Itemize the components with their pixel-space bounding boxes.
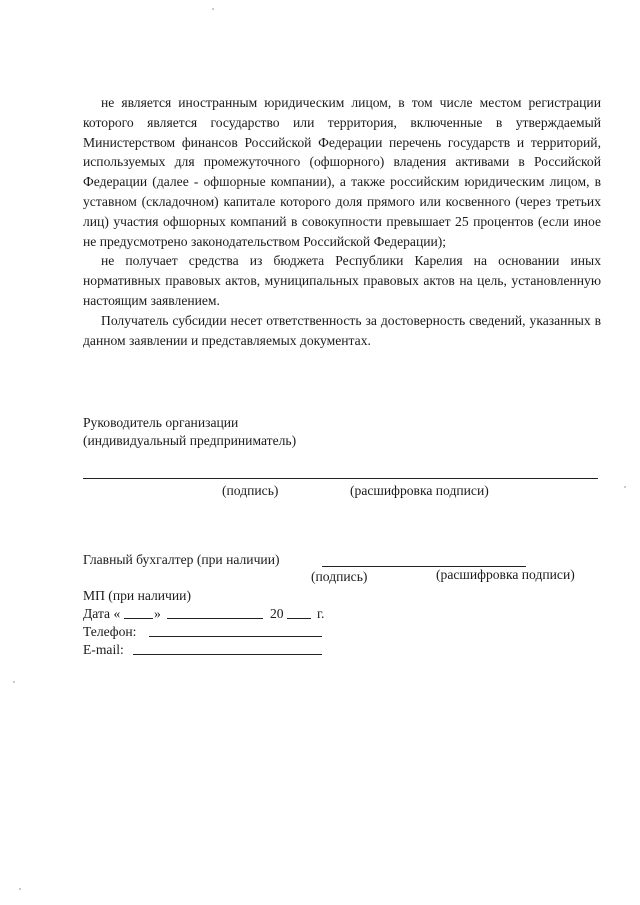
accountant-label: Главный бухгалтер (при наличии) <box>83 552 280 567</box>
accountant-decoding-caption: (расшифровка подписи) <box>436 567 575 582</box>
head-title: Руководитель организации <box>83 415 239 430</box>
head-signature-caption: (подпись) <box>222 483 279 498</box>
accountant-signature-caption: (подпись) <box>311 569 368 584</box>
scan-speck <box>13 681 15 683</box>
date-year: 20 <box>270 606 284 621</box>
paragraph-offshore: не является иностранным юридическим лицом, в том числе местом регистрации которого является государство или территория, включенные в утверждаемый Министерством финансов Российской Федерации перечень государств и территорий, используемых для промежуточного (офшорного) владения активами в Российской Федерации (далее - офшорные компании), а также российским юридическим лицом, в уставном (складочном) капитале которого доля прямого или косвенного (через третьих лиц) участия офшорных компаний в совокупности превышает 25 процентов (если иное не предусмотрено законодательством Российской Федерации); <box>83 95 601 249</box>
body-text <box>83 93 601 350</box>
date-day-line <box>124 618 153 619</box>
date-suffix: г. <box>317 606 325 621</box>
head-signature-line <box>83 478 598 479</box>
scan-speck <box>19 888 21 890</box>
phone-line <box>149 636 322 637</box>
paragraph-budget-funds: не получает средства из бюджета Республики Карелия на основании иных нормативных правовых актов, муниципальных правовых актов на цель, установленную настоящим заявлением. <box>83 253 601 308</box>
phone-label: Телефон: <box>83 624 137 639</box>
scan-speck <box>212 8 214 10</box>
head-subtitle: (индивидуальный предприниматель) <box>83 433 297 448</box>
date-mid: » <box>154 606 161 621</box>
email-line <box>133 654 322 655</box>
date-prefix: Дата « <box>83 606 121 621</box>
email-label: E-mail: <box>83 642 124 657</box>
head-decoding-caption: (расшифровка подписи) <box>350 483 489 498</box>
stamp-label: МП (при наличии) <box>83 588 191 603</box>
scan-speck <box>624 486 626 488</box>
date-year-line <box>287 618 311 619</box>
date-month-line <box>167 618 263 619</box>
paragraph-responsibility: Получатель субсидии несет ответственность за достоверность сведений, указанных в данном заявлении и представляемых документах. <box>83 312 601 348</box>
